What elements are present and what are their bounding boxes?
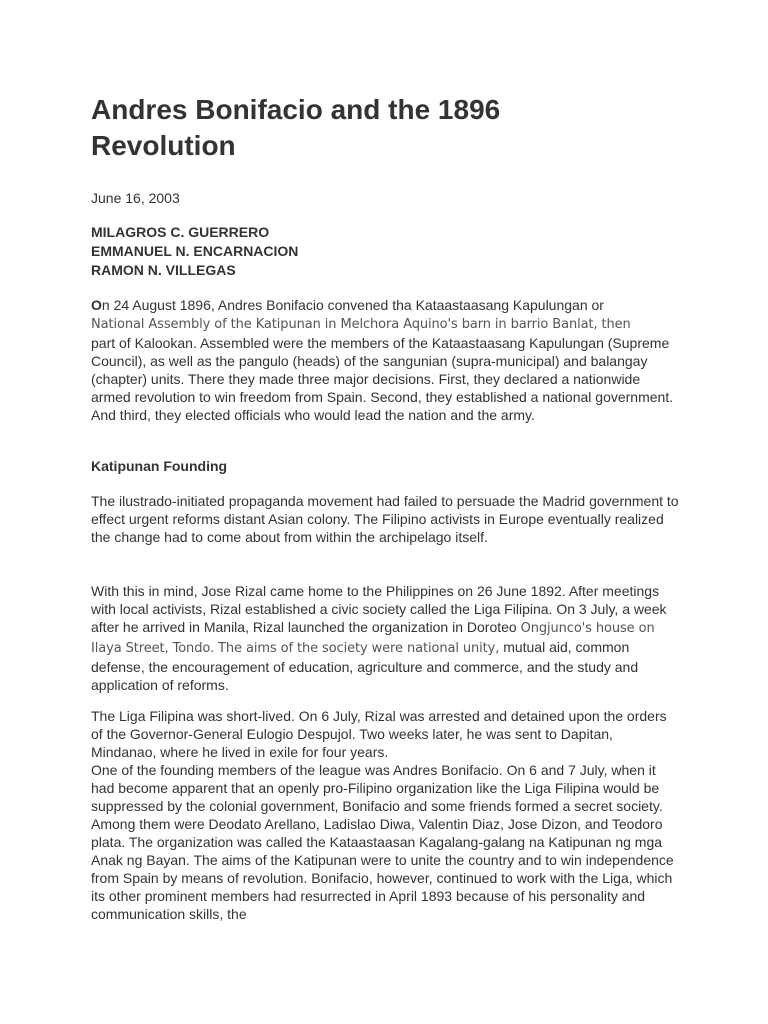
paragraph-intro-line-2: National Assembly of the Katipunan in Melchora Aquino's barn in barrio Banlat, then [91,317,631,332]
publication-date: June 16, 2003 [91,190,180,206]
author-list [91,223,298,280]
title-line-1: Andres Bonifacio and the 1896 [91,94,501,125]
paragraph-rizal-part-1: With this in mind, Jose Rizal came home to the Philippines on 26 June 1892. After meetings with local activists, Rizal established a civic society called the Liga Filipina. On 3 July, a week after he arrived in Manila, Rizal launched the organization in Doroteo [91,583,667,635]
paragraph-rizal-part-2: Ongjunco's house on Ilaya Street, Tondo. The aims of the society were national unity, [91,621,655,656]
paragraph-rizal-part-3: mutual aid, common defense, the encouragement of education, agriculture and commerce, and the study and application of reforms. [91,639,639,693]
paragraph-liga: The Liga Filipina was short-lived. On 6 July, Rizal was arrested and detained upon the orders of the Governor-General Eulogio Despujol. Two weeks later, he was sent to Dapitan, Mindanao, where he lived in exile for four years. [91,708,667,760]
paragraph-intro-line-1: n 24 August 1896, Andres Bonifacio convened tha Kataastaasang Kapulungan or [101,297,604,313]
author-name: MILAGROS C. GUERRERO [91,224,270,240]
paragraph-rizal [91,582,681,694]
section-heading: Katipunan Founding [91,458,228,474]
article-title [91,92,681,164]
drop-cap: O [91,297,102,313]
paragraph-bonifacio: One of the founding members of the league was Andres Bonifacio. On 6 and 7 July, when it had become apparent that an openly pro-Filipino organization like the Liga Filipina would be suppressed by the colonial government, Bonifacio and some friends formed a secret society. Among them were Deodato Arellano, Ladislao Diwa, Valentin Diaz, Jose Dizon, and Teodoro plata. The organization was called the Kataastaasan Kagalang-galang na Katipunan ng mga Anak ng Bayan. The aims of the Katipunan were to unite the country and to win independence from Spain by means of revolution. Bonifacio, however, continued to work with the Liga, which its other prominent members had resurrected in April 1893 because of his personality and communication skills, the [91,762,674,922]
article [91,92,681,922]
author-name: RAMON N. VILLEGAS [91,262,236,278]
paragraph-propaganda: The ilustrado-initiated propaganda movement had failed to persuade the Madrid government to effect urgent reforms distant Asian colony. The Filipino activists in Europe eventually realized the change had to come about from within the archipelago itself. [91,493,679,545]
paragraph-intro-rest: part of Kalookan. Assembled were the members of the Kataastaasang Kapulungan (Supreme Council), as well as the pangulo (heads) of the sangunian (supra-municipal) and balangay (chapter) units. There they made three major decisions. First, they declared a nationwide armed revolution to win freedom from Spain. Second, they established a national government. And third, they elected officials who would lead the nation and the army. [91,335,674,423]
paragraph-intro [91,296,681,424]
author-name: EMMANUEL N. ENCARNACION [91,243,299,259]
title-line-2: Revolution [91,130,236,161]
